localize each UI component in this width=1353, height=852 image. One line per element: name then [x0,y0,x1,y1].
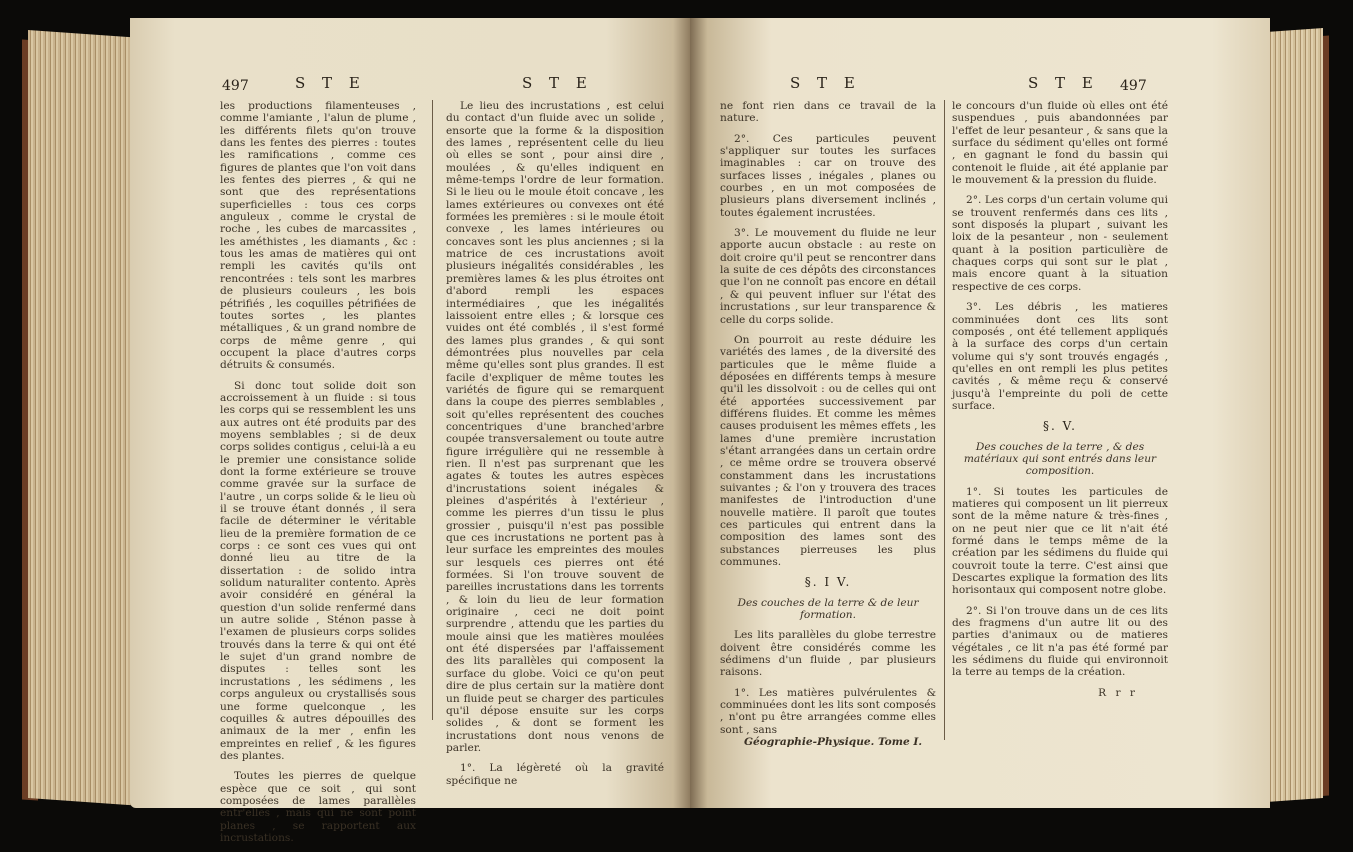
right-page-column-1 [720,100,936,757]
left-page-column-1 [220,100,416,852]
paragraph: On pourroit au reste déduire les variétés des lames , de la diversité des particules que le même fluide a déposées en différents temps à mesure qu'il les dissolvoit : ou de celles qui ont été apportées successivement par différens fluides. Et comme les mêmes causes produisent les mêmes effets , les lames d'une première incrustation s'étant arrangées dans un certain ordre , ce même ordre se trouvera observé constamment dans les incrustations suivantes ; & l'on y trouvera des traces manifestes de l'introduction d'une nouvelle matière. Il paroît que toutes ces particules qui entrent dans la composition des lames sont des substances pierreuses les plus communes. [720,333,936,569]
paragraph: Toutes les pierres de quelque espèce que ce soit , qui sont composées de lames parallèles entr'elles , mais qui ne sont point planes , se rapportent aux incrustations. [220,770,416,844]
right-page-number: 497 [1120,78,1147,94]
paragraph: 1°. Si toutes les particules de matieres qui composent un lit pierreux sont de la même nature & très-fines , on ne peut nier que ce lit n'ait été formé dans le temps même de la création par les sédimens du fluide qui couvroit toute la terre. C'est ainsi que Descartes explique la formation des lits horisontaux qui composent notre globe. [952,485,1168,597]
left-running-head-1: S T E [295,74,366,92]
column-divider [944,100,945,740]
paragraph: 1°. Les matières pulvérulentes & comminuées dont les lits sont composés , n'ont pu être arrangées comme elles sont , sans [720,686,936,736]
left-page-number: 497 [222,78,249,94]
left-running-head-2: S T E [522,74,593,92]
left-page-edges [28,30,138,806]
signature-mark: R r r [1098,686,1138,699]
paragraph: ne font rien dans ce travail de la nature. [720,100,936,125]
right-running-head-1: S T E [790,74,861,92]
paragraph: 2°. Si l'on trouve dans un de ces lits des fragmens d'un autre lit ou des parties d'animaux ou de matieres végétales , ce lit n'a pas été formé par les sédimens du fluide qui environnoit la terre au temps de la création. [952,604,1168,679]
left-page-column-2 [446,100,664,795]
left-page [130,18,690,844]
paragraph: 3°. Les débris , les matieres comminuées dont ces lits sont composés , ont été tellement appliqués à la surface des corps d'un certain volume qui s'y sont trouvés engagés , qu'elles en ont rempli les plus petites cavités , & même reçu & conservé jusqu'à l'empreinte du poli de cette surface. [952,301,1168,412]
right-page-column-2 [952,100,1168,707]
paragraph: 2°. Ces particules peuvent s'appliquer sur toutes les surfaces imaginables : car on trouve des surfaces lisses , inégales , planes ou courbes , en un mot composées de plusieurs plans diversement inclinés , toutes également incrustées. [720,132,936,219]
paragraph: Le lieu des incrustations , est celui du contact d'un fluide avec un solide , ensorte que la forme & la disposition des lames , représentent celle du lieu où elles se sont , pour ainsi dire , moulées , & qu'elles indiquent en même-temps l'ordre de leur formation. Si le lieu ou le moule étoit concave , les lames extérieures ou convexes ont été formées les premières : si le moule étoit convexe , les lames intérieures ou concaves sont les plus anciennes ; si la matrice de ces incrustations avoit plusieurs inégalités considérables , les premières lames & les plus étroites ont d'abord rempli les espaces intermédiaires , que les inégalités laissoient entre elles ; & lorsque ces vuides ont été comblés , il s'est formé des lames plus grandes , & qui sont démontrées plus nouvelles par cela même qu'elles sont plus grandes. Il est facile d'expliquer de même toutes les variétés de figure qui se remarquent dans la coupe des pierres semblables , soit qu'elles représentent des couches concentriques d'une branched'arbre coupée transversalement ou toute autre figure irrégulière qui ne ressemble à rien. Il n'est pas surprenant que les agates & toutes les autres espèces d'incrustations soient inégales & pleines d'aspérités à l'extérieur , comme les pierres d'un tissu le plus grossier , puisqu'il n'est pas possible que ces incrustations ne portent pas à leur surface les empreintes des moules sur lesquels ces pierres ont été formées. Si l'on trouve souvent de pareilles incrustations dans les torrents , & loin du lieu de leur formation originaire , ceci ne doit point surprendre , attendu que les parties du moule ainsi que les matières moulées ont été dispersées par l'affaissement des lits parallèles qui composent la surface du globe. Voici ce qu'on peut dire de plus certain sur la matière dont un fluide peut se charger des particules qu'il dépose ensuite sur les corps solides , & dont se forment les incrustations dont nous venons de parler. [446,100,664,754]
paragraph: le concours d'un fluide où elles ont été suspendues , puis abandonnées par l'effet de leur pesanteur , & sans que la surface du sédiment qu'elles ont formé , en gagnant le fond du bassin qui contenoit le fluide , ait été applanie par le mouvement & la pression du fluide. [952,100,1168,187]
column-divider [432,100,433,720]
section-subtitle: Des couches de la terre & de leur formation. [737,596,919,622]
section-heading: §. V. [1042,419,1077,434]
paragraph: 1°. La légèreté où la gravité spécifique ne [446,762,664,787]
paragraph: Si donc tout solide doit son accroissement à un fluide : si tous les corps qui se ressemblent les uns aux autres ont été produits par des moyens semblables ; si de deux corps solides contigus , celui-là a eu le premier une consistance solide dont la forme extérieure se trouve comme gravée sur la surface de l'autre , un corps solide & le lieu où il se trouve étant donnés , il sera facile de déterminer le véritable lieu de la première formation de ce corps : ce sont ces vues qui ont donné lieu au titre de la dissertation : de solido intra solidum naturaliter contento. Après avoir considéré en général la question d'un solide renfermé dans un autre solide , Sténon passe à l'examen de plusieurs corps solides trouvés dans la terre & qui ont été le sujet d'un grand nombre de disputes : telles sont les incrustations , les sédimens , les corps anguleux ou crystallisés sous une forme quelconque , les coquilles & autres dépouilles des animaux de la mer , enfin les empreintes en relief , & les figures des plantes. [220,379,416,762]
right-page [690,18,1270,808]
paragraph: 3°. Le mouvement du fluide ne leur apporte aucun obstacle : au reste on doit croire qu'il peut se rencontrer dans la suite de ces dépôts des circonstances que l'on ne connoît pas encore en détail , & qui peuvent influer sur l'état des incrustations , sur leur transparence & celle du corps solide. [720,227,936,326]
paragraph: Les lits parallèles du globe terrestre doivent être considérés comme les sédimens d'un fluide , par plusieurs raisons. [720,629,936,679]
volume-footer: Géographie-Physique. Tome I. [744,736,923,749]
paragraph: 2°. Les corps d'un certain volume qui se trouvent renfermés dans ces lits , sont disposés la plupart , suivant les loix de la pesanteur , non - seulement quant à la position particulière de chaques corps qui sont sur le plat , mais encore quant à la situation respective de ces corps. [952,194,1168,293]
paragraph: les productions filamenteuses , comme l'amiante , l'alun de plume , les différents filets qu'on trouve dans les fentes des pierres : toutes les ramifications , comme ces figures de plantes que l'on voit dans les fentes des pierres , & qui ne sont que des représentations superficielles : tous ces corps anguleux , comme le crystal de roche , les cubes de marcassites , les améthistes , les diamants , &c : tous les amas de matières qui ont rempli les cavités qu'ils ont rencontrées : tels sont les marbres de plusieurs couleurs , les bois pétrifiés , les coquilles pétrifiées de toutes sortes , les plantes métalliques , & un grand nombre de corps de même genre , qui occupent la place d'autres corps détruits & consumés. [220,100,416,372]
section-subtitle: Des couches de la terre , & des matériaux qui sont entrés dans leur composition. [963,440,1157,478]
right-running-head-2: S T E [1028,74,1099,92]
section-heading: §. I V. [804,575,852,590]
